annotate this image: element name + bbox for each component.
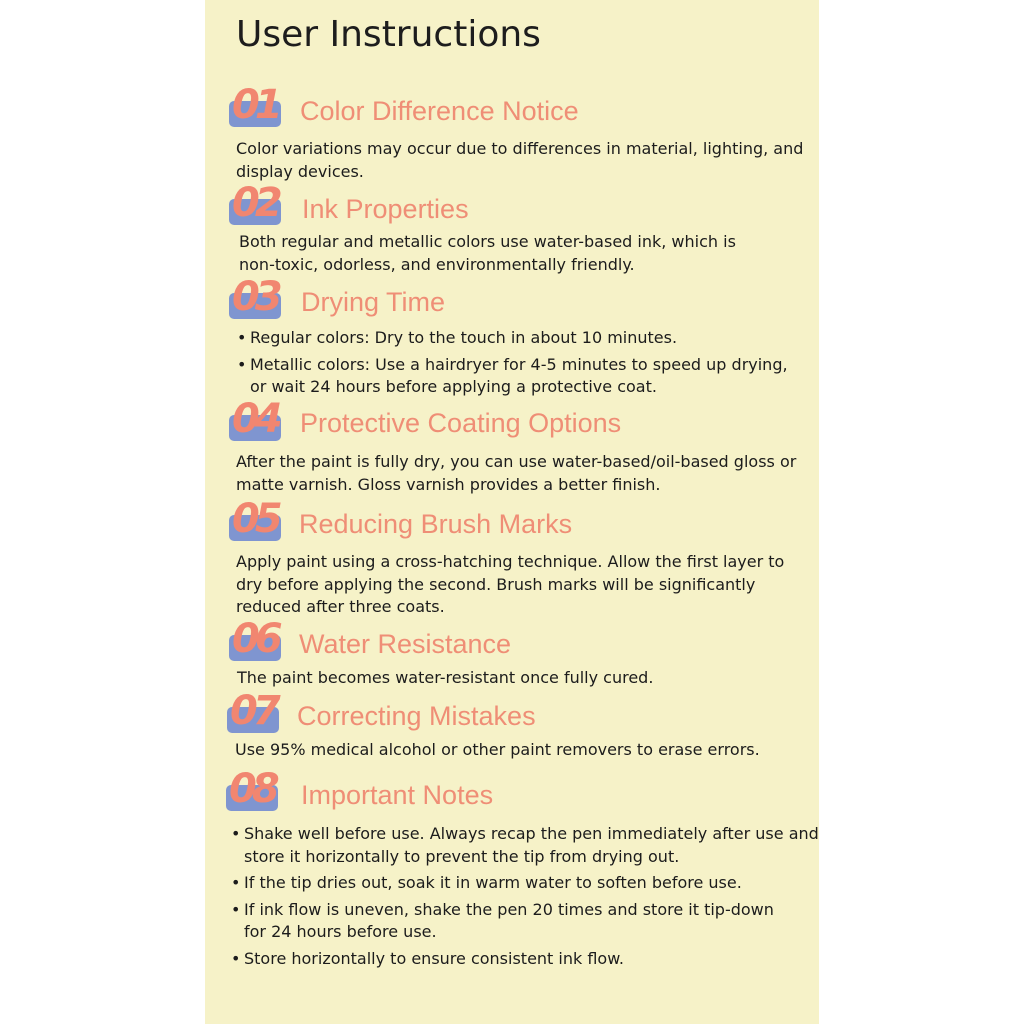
section-heading-correcting-mistakes: Correcting Mistakes xyxy=(297,701,536,731)
body-line: Use 95% medical alcohol or other paint removers to erase errors. xyxy=(235,740,760,759)
section-number-badge xyxy=(229,496,287,542)
badge-number: 04 xyxy=(232,396,278,442)
section-heading-important-notes: Important Notes xyxy=(301,780,494,810)
section-number-badge xyxy=(229,180,287,226)
section-number-badge xyxy=(229,396,287,442)
section-heading-water-resistance: Water Resistance xyxy=(299,629,512,659)
body-line: Apply paint using a cross-hatching technique. Allow the first layer to xyxy=(236,552,785,571)
bullet-item xyxy=(237,354,788,399)
bullet-line: store it horizontally to prevent the tip from drying out. xyxy=(244,846,680,866)
bullet-dot: • xyxy=(231,873,241,892)
bullet-line: If the tip dries out, soak it in warm water to soften before use. xyxy=(244,873,742,892)
section-body-ink-properties xyxy=(239,231,736,276)
section-bullets-drying-time xyxy=(237,327,788,403)
section-heading-brush-marks: Reducing Brush Marks xyxy=(299,509,573,539)
section-number-badge xyxy=(229,616,287,662)
badge-number: 03 xyxy=(232,274,278,320)
section-number-badge xyxy=(229,274,287,320)
section-heading-protective-coating: Protective Coating Options xyxy=(300,408,622,438)
section-heading-drying-time: Drying Time xyxy=(301,287,446,317)
body-line: reduced after three coats. xyxy=(236,597,445,616)
badge-number: 02 xyxy=(232,180,278,226)
bullet-line: If ink flow is uneven, shake the pen 20 times and store it tip-down xyxy=(244,899,774,919)
section-bullets-important-notes xyxy=(231,823,819,974)
bullet-item xyxy=(237,327,788,350)
badge-number: 07 xyxy=(230,688,276,734)
bullet-dot: • xyxy=(237,328,247,347)
body-line: dry before applying the second. Brush marks will be significantly xyxy=(236,574,756,594)
bullet-item xyxy=(231,899,819,944)
bullet-item xyxy=(231,948,819,971)
section-number-badge xyxy=(227,688,285,734)
section-body-correcting-mistakes xyxy=(235,739,760,762)
bullet-dot: • xyxy=(231,948,241,968)
bullet-line: Store horizontally to ensure consistent ink flow. xyxy=(244,948,624,968)
section-body-protective-coating xyxy=(236,451,796,496)
bullet-dot: • xyxy=(231,824,241,843)
section-number-badge xyxy=(226,766,284,812)
body-line: matte varnish. Gloss varnish provides a better finish. xyxy=(236,474,661,494)
bullet-line: Metallic colors: Use a hairdryer for 4-5 minutes to speed up drying, xyxy=(250,354,788,374)
section-body-color-difference xyxy=(236,138,803,183)
body-line: The paint becomes water-resistant once fully cured. xyxy=(237,668,654,687)
bullet-line: for 24 hours before use. xyxy=(244,922,437,941)
bullet-line: Shake well before use. Always recap the pen immediately after use and xyxy=(244,824,819,843)
section-body-water-resistance xyxy=(237,667,653,690)
badge-number: 08 xyxy=(229,766,275,812)
badge-number: 01 xyxy=(232,82,278,128)
body-line: After the paint is fully dry, you can use water-based/oil-based gloss or xyxy=(236,452,797,471)
body-line: Color variations may occur due to differences in material, lighting, and xyxy=(236,139,804,158)
section-heading-color-difference: Color Difference Notice xyxy=(300,96,579,126)
bullet-dot: • xyxy=(237,354,247,374)
section-body-brush-marks xyxy=(236,551,784,619)
section-number-badge xyxy=(229,82,287,128)
bullet-item xyxy=(231,823,819,868)
bullet-item xyxy=(231,872,819,895)
page-title: User Instructions xyxy=(236,14,541,55)
badge-number: 05 xyxy=(232,496,278,542)
body-line: non-toxic, odorless, and environmentally friendly. xyxy=(239,254,635,274)
body-line: Both regular and metallic colors use water-based ink, which is xyxy=(239,232,736,251)
bullet-dot: • xyxy=(231,899,241,919)
bullet-line: Regular colors: Dry to the touch in about 10 minutes. xyxy=(250,328,678,347)
body-line: display devices. xyxy=(236,161,364,181)
section-heading-ink-properties: Ink Properties xyxy=(302,194,469,224)
bullet-line: or wait 24 hours before applying a protective coat. xyxy=(250,377,657,396)
badge-number: 06 xyxy=(232,616,278,662)
